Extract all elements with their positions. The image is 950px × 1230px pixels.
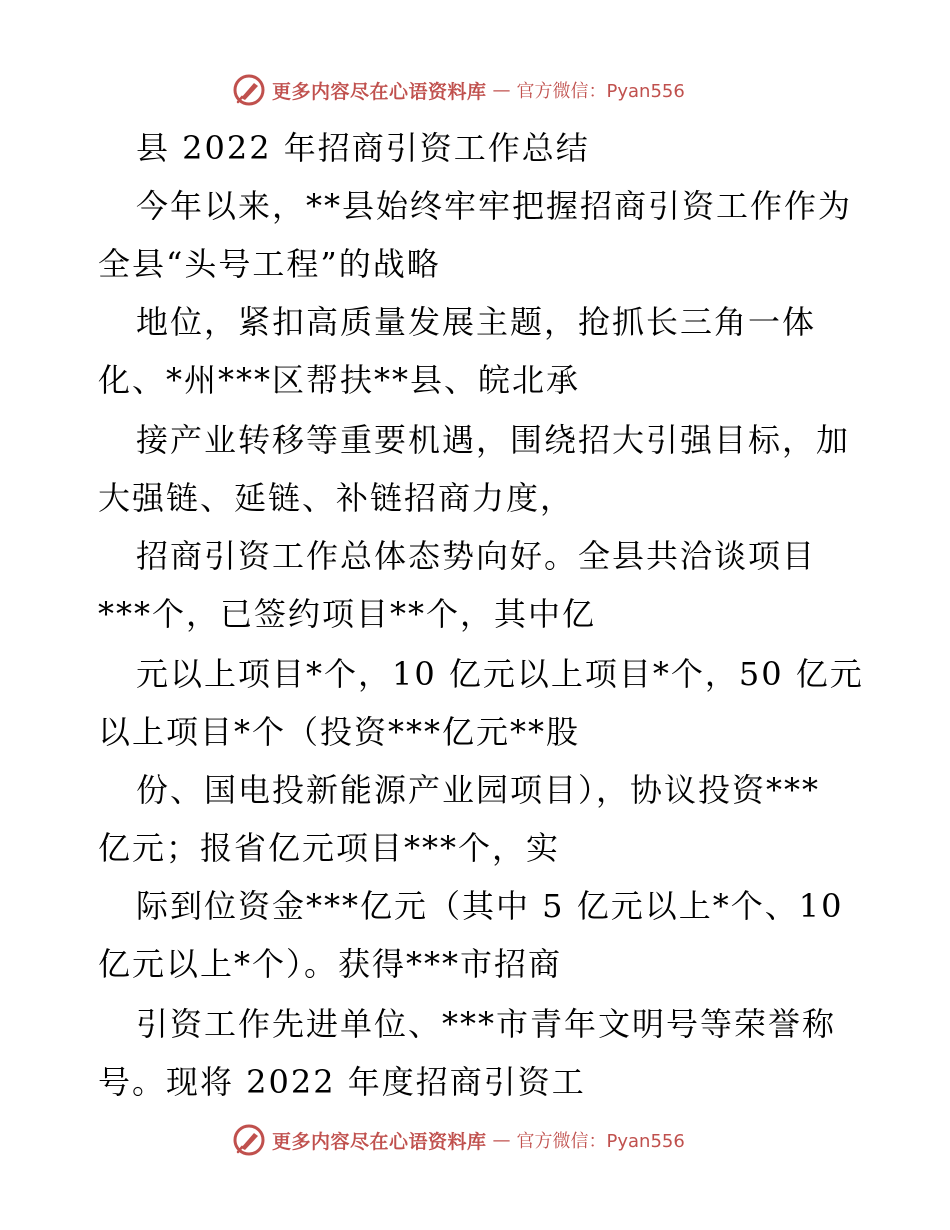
watermark-contact: 官方微信：Pyan556 <box>516 1131 685 1152</box>
document-line: 亿元以上*个）。获得***市招商 <box>98 945 563 983</box>
quill-logo-icon <box>232 1123 266 1157</box>
watermark-contact: 官方微信：Pyan556 <box>516 81 685 102</box>
document-line: 以上项目*个（投资***亿元**股 <box>98 713 581 751</box>
document-line: 际到位资金***亿元（其中 5 亿元以上*个、10 <box>136 887 844 925</box>
document-line: ***个，已签约项目**个，其中亿 <box>98 595 597 633</box>
document-line: 号。现将 2022 年度招商引资工 <box>98 1063 586 1101</box>
document-line: 地位，紧扣高质量发展主题，抢抓长三角一体 <box>136 303 817 341</box>
watermark-text: 更多内容尽在心语资料库 <box>272 1130 487 1153</box>
watermark-text: 更多内容尽在心语资料库 <box>272 80 487 103</box>
document-line: 今年以来，**县始终牢牢把握招商引资工作作为 <box>136 187 853 225</box>
document-line: 份、国电投新能源产业园项目），协议投资*** <box>136 771 821 809</box>
watermark-separator: — <box>492 1129 511 1151</box>
document-line: 接产业转移等重要机遇，围绕招大引强目标，加 <box>136 421 851 459</box>
document-line: 招商引资工作总体态势向好。全县共洽谈项目 <box>136 537 817 575</box>
footer-watermark <box>232 1122 685 1158</box>
document-line: 元以上项目*个，10 亿元以上项目*个，50 亿元 <box>136 655 864 693</box>
document-line: 化、*州***区帮扶**县、皖北承 <box>98 361 581 399</box>
watermark-separator: — <box>492 79 511 101</box>
document-line: 大强链、延链、补链招商力度， <box>98 479 575 517</box>
document-line: 引资工作先进单位、***市青年文明号等荣誉称 <box>136 1005 837 1043</box>
document-line: 亿元；报省亿元项目***个，实 <box>98 829 561 867</box>
document-line: 全县“头号工程”的战略 <box>98 245 441 283</box>
document-title: 县 2022 年招商引资工作总结 <box>136 129 590 167</box>
